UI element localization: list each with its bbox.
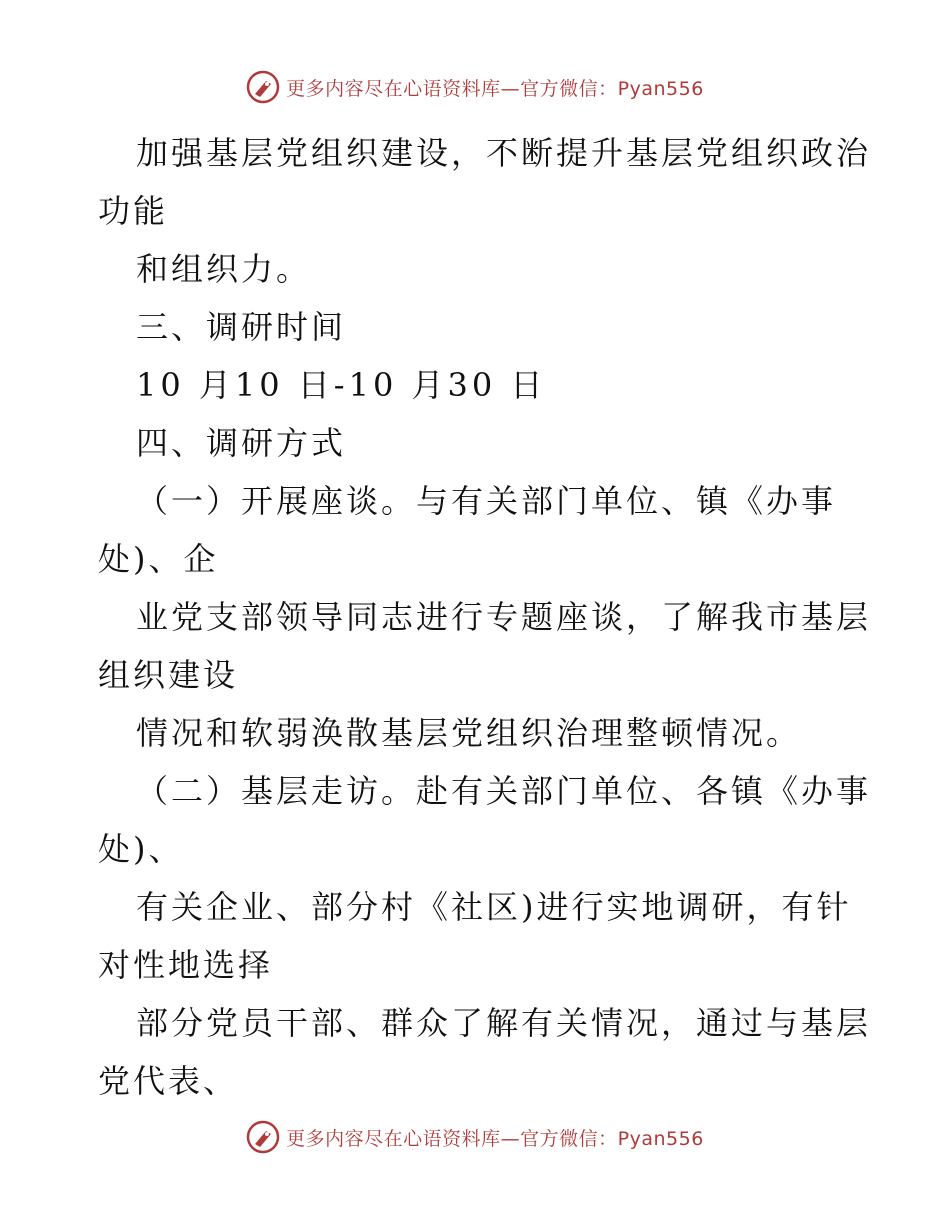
body-line-15: 对性地选择 (98, 946, 274, 984)
section-heading-research-time: 三、调研时间 (136, 308, 347, 346)
pen-nib-logo-icon (246, 70, 280, 104)
body-line-3: 和组织力。 (136, 250, 312, 288)
body-line-9: 业党支部领导同志进行专题座谈，了解我市基层 (136, 598, 872, 636)
body-line-13: 处)、 (98, 830, 184, 868)
body-line-14: 有关企业、部分村《社区)进行实地调研，有针 (136, 888, 852, 926)
body-line-10: 组织建设 (98, 656, 239, 694)
body-line-17: 党代表、 (98, 1062, 239, 1100)
body-line-8: 处)、企 (98, 540, 219, 578)
body-line-7: （一）开展座谈。与有关部门单位、镇《办事 (136, 482, 837, 520)
body-line-11: 情况和软弱涣散基层党组织治理整顿情况。 (136, 714, 802, 752)
body-line-1: 加强基层党组织建设，不断提升基层党组织政治 (136, 134, 872, 172)
pen-nib-logo-icon (246, 1120, 280, 1154)
header-banner (0, 70, 950, 104)
section-heading-research-method: 四、调研方式 (136, 424, 347, 462)
footer-banner (0, 1120, 950, 1154)
research-date-range: 10 月10 日-10 月30 日 (136, 366, 547, 404)
body-line-2: 功能 (98, 192, 169, 230)
body-line-16: 部分党员干部、群众了解有关情况，通过与基层 (136, 1004, 872, 1042)
body-line-12: （二）基层走访。赴有关部门单位、各镇《办事 (136, 772, 872, 810)
document-body (98, 124, 872, 1110)
footer-banner-text: 更多内容尽在心语资料库—官方微信：Pyan556 (286, 1127, 704, 1150)
header-banner-text: 更多内容尽在心语资料库—官方微信：Pyan556 (286, 77, 704, 100)
